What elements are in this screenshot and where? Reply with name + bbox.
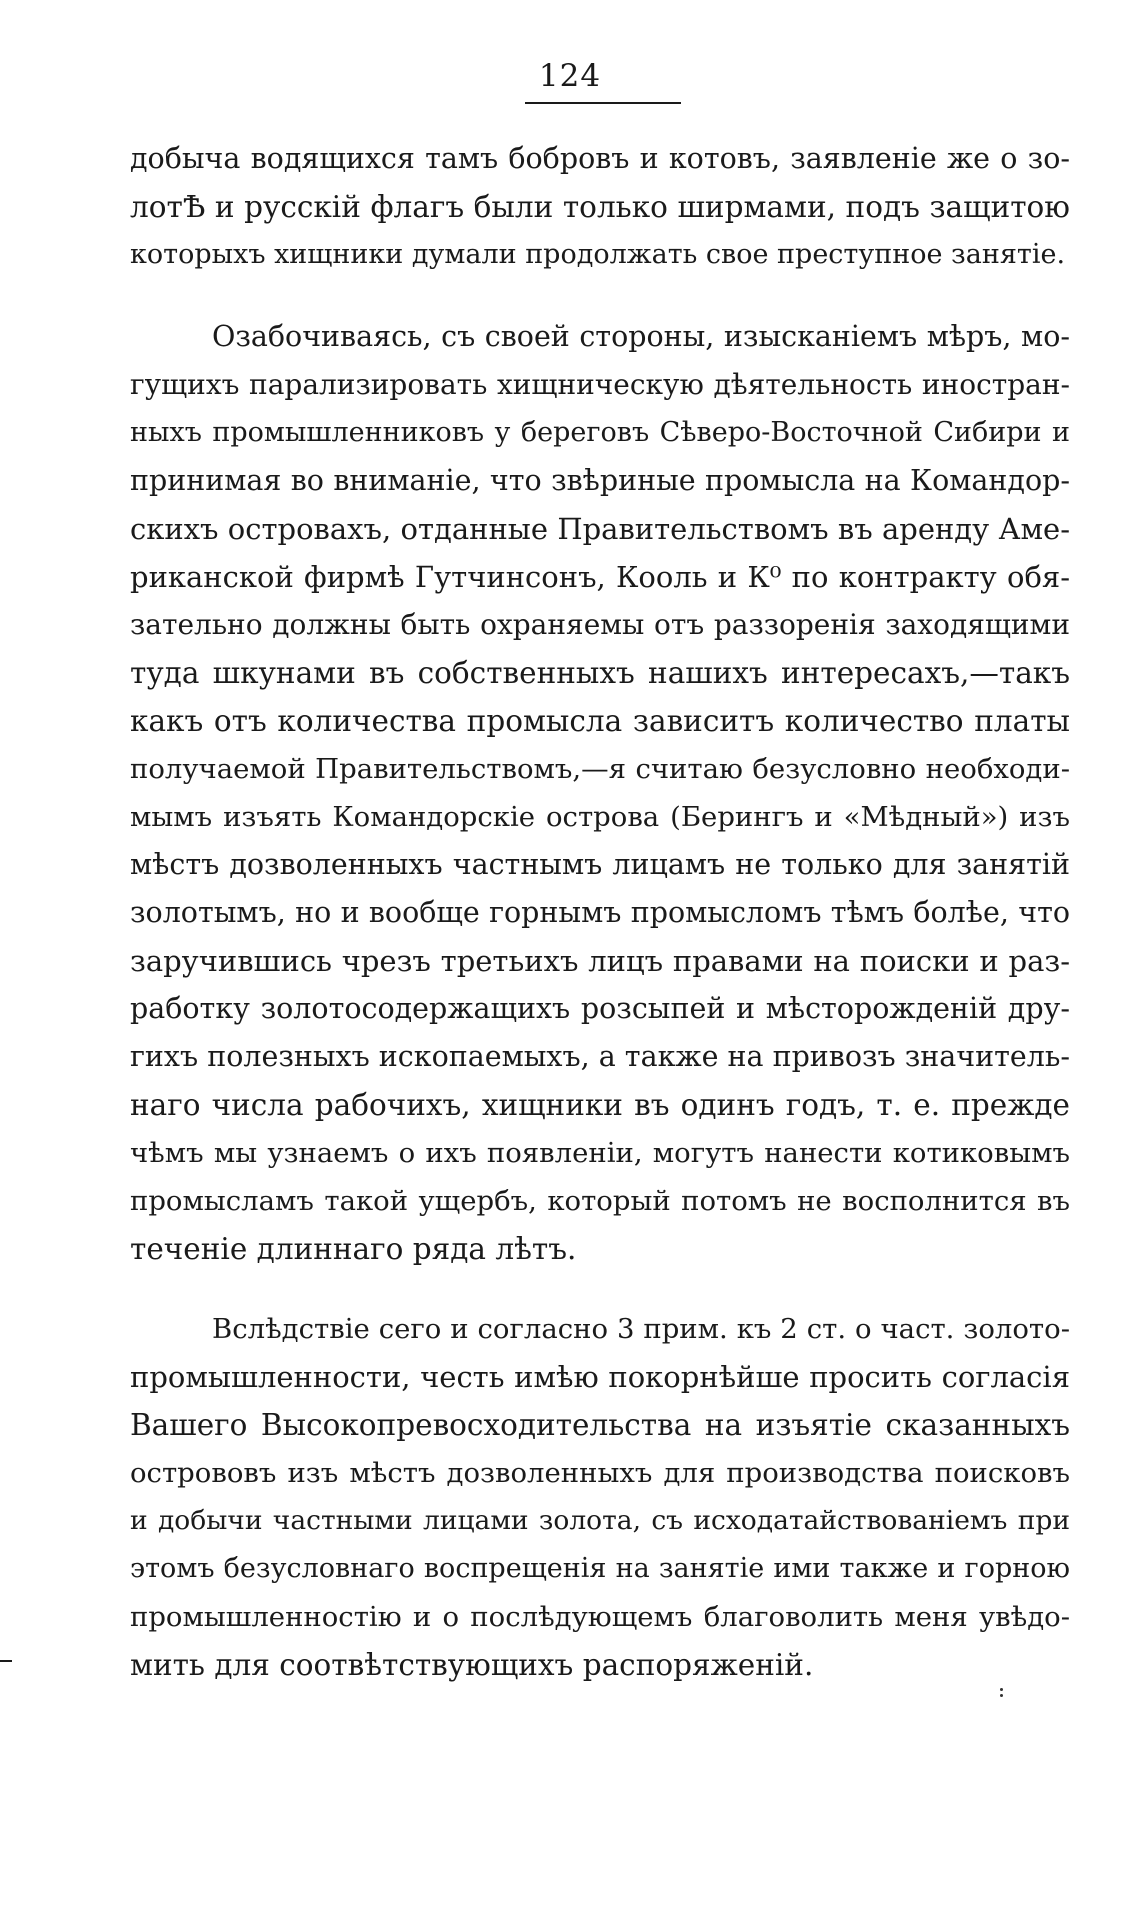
- text-line: промышленности, честь имѣю покорнѣйше просить согласія: [130, 1360, 1070, 1394]
- text-line: туда шкунами въ собственныхъ нашихъ интересахъ,—такъ: [130, 656, 1070, 690]
- text-line: чѣмъ мы узнаемъ о ихъ появленіи, могутъ нанести котиковымъ: [130, 1137, 1070, 1169]
- text-line: гихъ полезныхъ ископаемыхъ, а также на привозъ значитель-: [130, 1040, 1070, 1073]
- text-line: промысламъ такой ущербъ, который потомъ не восполнится въ: [130, 1185, 1070, 1217]
- text-line: заручившись чрезъ третьихъ лицъ правами на поиски и раз-: [130, 944, 1070, 978]
- text-line: работку золотосодержащихъ розсыпей и мѣсторожденій дру-: [130, 992, 1070, 1025]
- text-line: скихъ островахъ, отданные Правительствомъ въ аренду Аме-: [130, 512, 1070, 546]
- text-line: мымъ изъять Командорскіе острова (Берингъ и «Мѣдный») изъ: [130, 801, 1070, 833]
- text-line: и добычи частными лицами золота, съ исходатайствованіемъ при: [130, 1505, 1070, 1536]
- text-line: Озабочиваясь, съ своей стороны, изысканіемъ мѣръ, мо-: [212, 320, 1070, 353]
- text-line: Вашего Высокопревосходительства на изъятіе сказанныхъ: [130, 1408, 1070, 1442]
- page-number-rule: [525, 102, 681, 104]
- text-line: добыча водящихся тамъ бобровъ и котовъ, заявленіе же о зо-: [130, 142, 1070, 175]
- text-line: промышленностію и о послѣдующемъ благоволить меня увѣдо-: [130, 1601, 1070, 1633]
- text-line: мѣстъ дозволенныхъ частнымъ лицамъ не только для занятій: [130, 848, 1070, 881]
- text-line: какъ отъ количества промысла зависитъ количество платы: [130, 704, 1070, 738]
- margin-mark: [0, 1660, 12, 1662]
- page-number: 124: [538, 58, 602, 94]
- print-speck: [1000, 1688, 1003, 1691]
- text-line: наго числа рабочихъ, хищники въ одинъ годъ, т. е. прежде: [130, 1088, 1070, 1122]
- print-speck: [1000, 1694, 1003, 1697]
- text-line: принимая во вниманіе, что звѣриные промысла на Командор-: [130, 464, 1070, 497]
- text-line: которыхъ хищники думали продолжать свое преступное занятіе.: [130, 239, 1066, 270]
- text-line: этомъ безусловнаго воспрещенія на занятіе ими также и горною: [130, 1553, 1070, 1584]
- text-line: получаемой Правительствомъ,—я считаю безусловно необходи-: [130, 753, 1070, 785]
- text-line: зательно должны быть охраняемы отъ раззоренія заходящими: [130, 608, 1070, 641]
- text-line: теченіе длиннаго ряда лѣтъ.: [130, 1232, 577, 1266]
- text-line: острововъ изъ мѣстъ дозволенныхъ для производства поисковъ: [130, 1457, 1070, 1489]
- text-line: золотымъ, но и вообще горнымъ промысломъ тѣмъ болѣе, что: [130, 896, 1070, 929]
- text-line: гущихъ парализировать хищническую дѣятельность иностран-: [130, 368, 1070, 401]
- text-line: ныхъ промышленниковъ у береговъ Сѣверо-Восточной Сибири и: [130, 417, 1070, 448]
- text-line: мить для соотвѣтствующихъ распоряженій.: [130, 1648, 814, 1682]
- text-line: Вслѣдствіе сего и согласно 3 прим. къ 2 ст. о част. золото-: [212, 1313, 1070, 1345]
- text-line: риканской фирмѣ Гутчинсонъ, Кооль и К⁰ по контракту обя-: [130, 560, 1070, 594]
- text-line: лотѢ и русскій флагъ были только ширмами, подъ защитою: [130, 190, 1070, 224]
